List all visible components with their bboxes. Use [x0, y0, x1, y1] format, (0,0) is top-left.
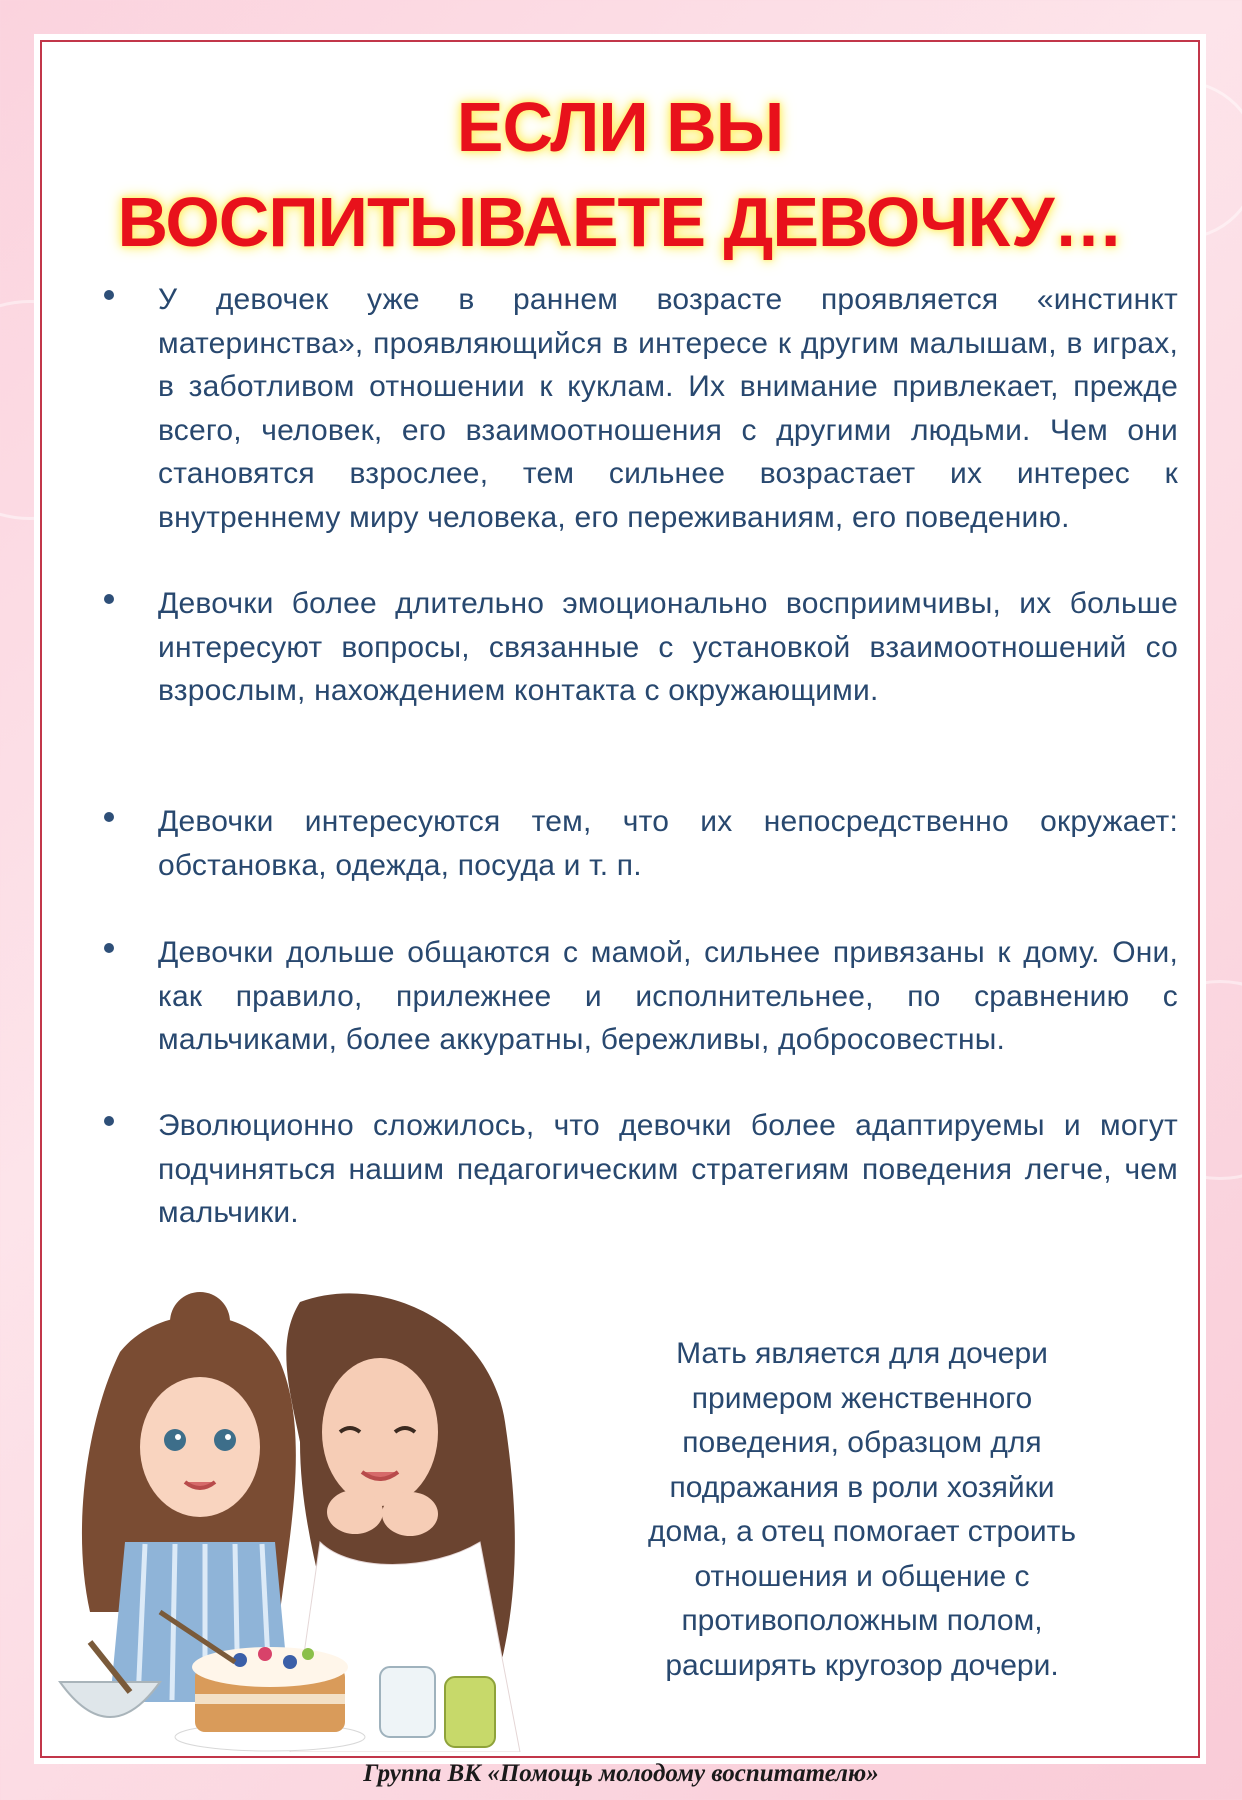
list-item-text: Девочки дольше общаются с мамой, сильнее привязаны к дому. Они, как правило, прилежнее и исполнительнее, по сравнению с мальчиками, более аккуратны, бережливы, добросовестны. — [158, 936, 1178, 1056]
list-item-text: Эволюционно сложилось, что девочки более адаптируемы и могут подчиняться нашим педагогическим стратегиям поведения легче, чем мальчики. — [158, 1109, 1178, 1229]
quote-text: Мать является для дочери примером женственного поведения, образцом для подражания в роли хозяйки дома, а отец помогает строить отношения и общение с противоположным полом, расширять кругозор дочери. — [647, 1337, 1077, 1682]
page-title-line-2: ВОСПИТЫВАЕТЕ ДЕВОЧКУ… — [117, 183, 1123, 261]
list-item-text: Девочки интересуются тем, что их непосредственно окружает: обстановка, одежда, посуда и т. п. — [158, 805, 1178, 882]
face-shape — [140, 1377, 260, 1517]
list-item-text: Девочки более длительно эмоционально восприимчивы, их больше интересуют вопросы, связанные с установкой взаимоотношений со взрослым, нахождением контакта с окружающими. — [158, 587, 1178, 707]
mother-daughter-illustration — [50, 1282, 570, 1752]
bullet-icon — [104, 943, 114, 953]
bullet-icon — [104, 812, 114, 822]
bullet-icon — [104, 1116, 114, 1126]
bullet-icon — [104, 594, 114, 604]
content-card — [40, 40, 1200, 1758]
face-shape — [322, 1358, 438, 1506]
page-title-line-1: ЕСЛИ ВЫ — [456, 88, 784, 166]
footer-credit: Группа ВК «Помощь молодому воспитателю» — [363, 1760, 879, 1787]
list-item-text: У девочек уже в раннем возрасте проявляется «инстинкт материнства», проявляющийся в интересе к другим малышам, в играх, в заботливом отношении к куклам. Их внимание привлекает, прежде всего, человек, его взаимоотношения с другими людьми. Чем они становятся взрослее, тем сильнее возрастает их интерес к внутреннему миру человека, его переживаниям, его поведению. — [158, 283, 1178, 534]
bullet-icon — [104, 290, 114, 300]
